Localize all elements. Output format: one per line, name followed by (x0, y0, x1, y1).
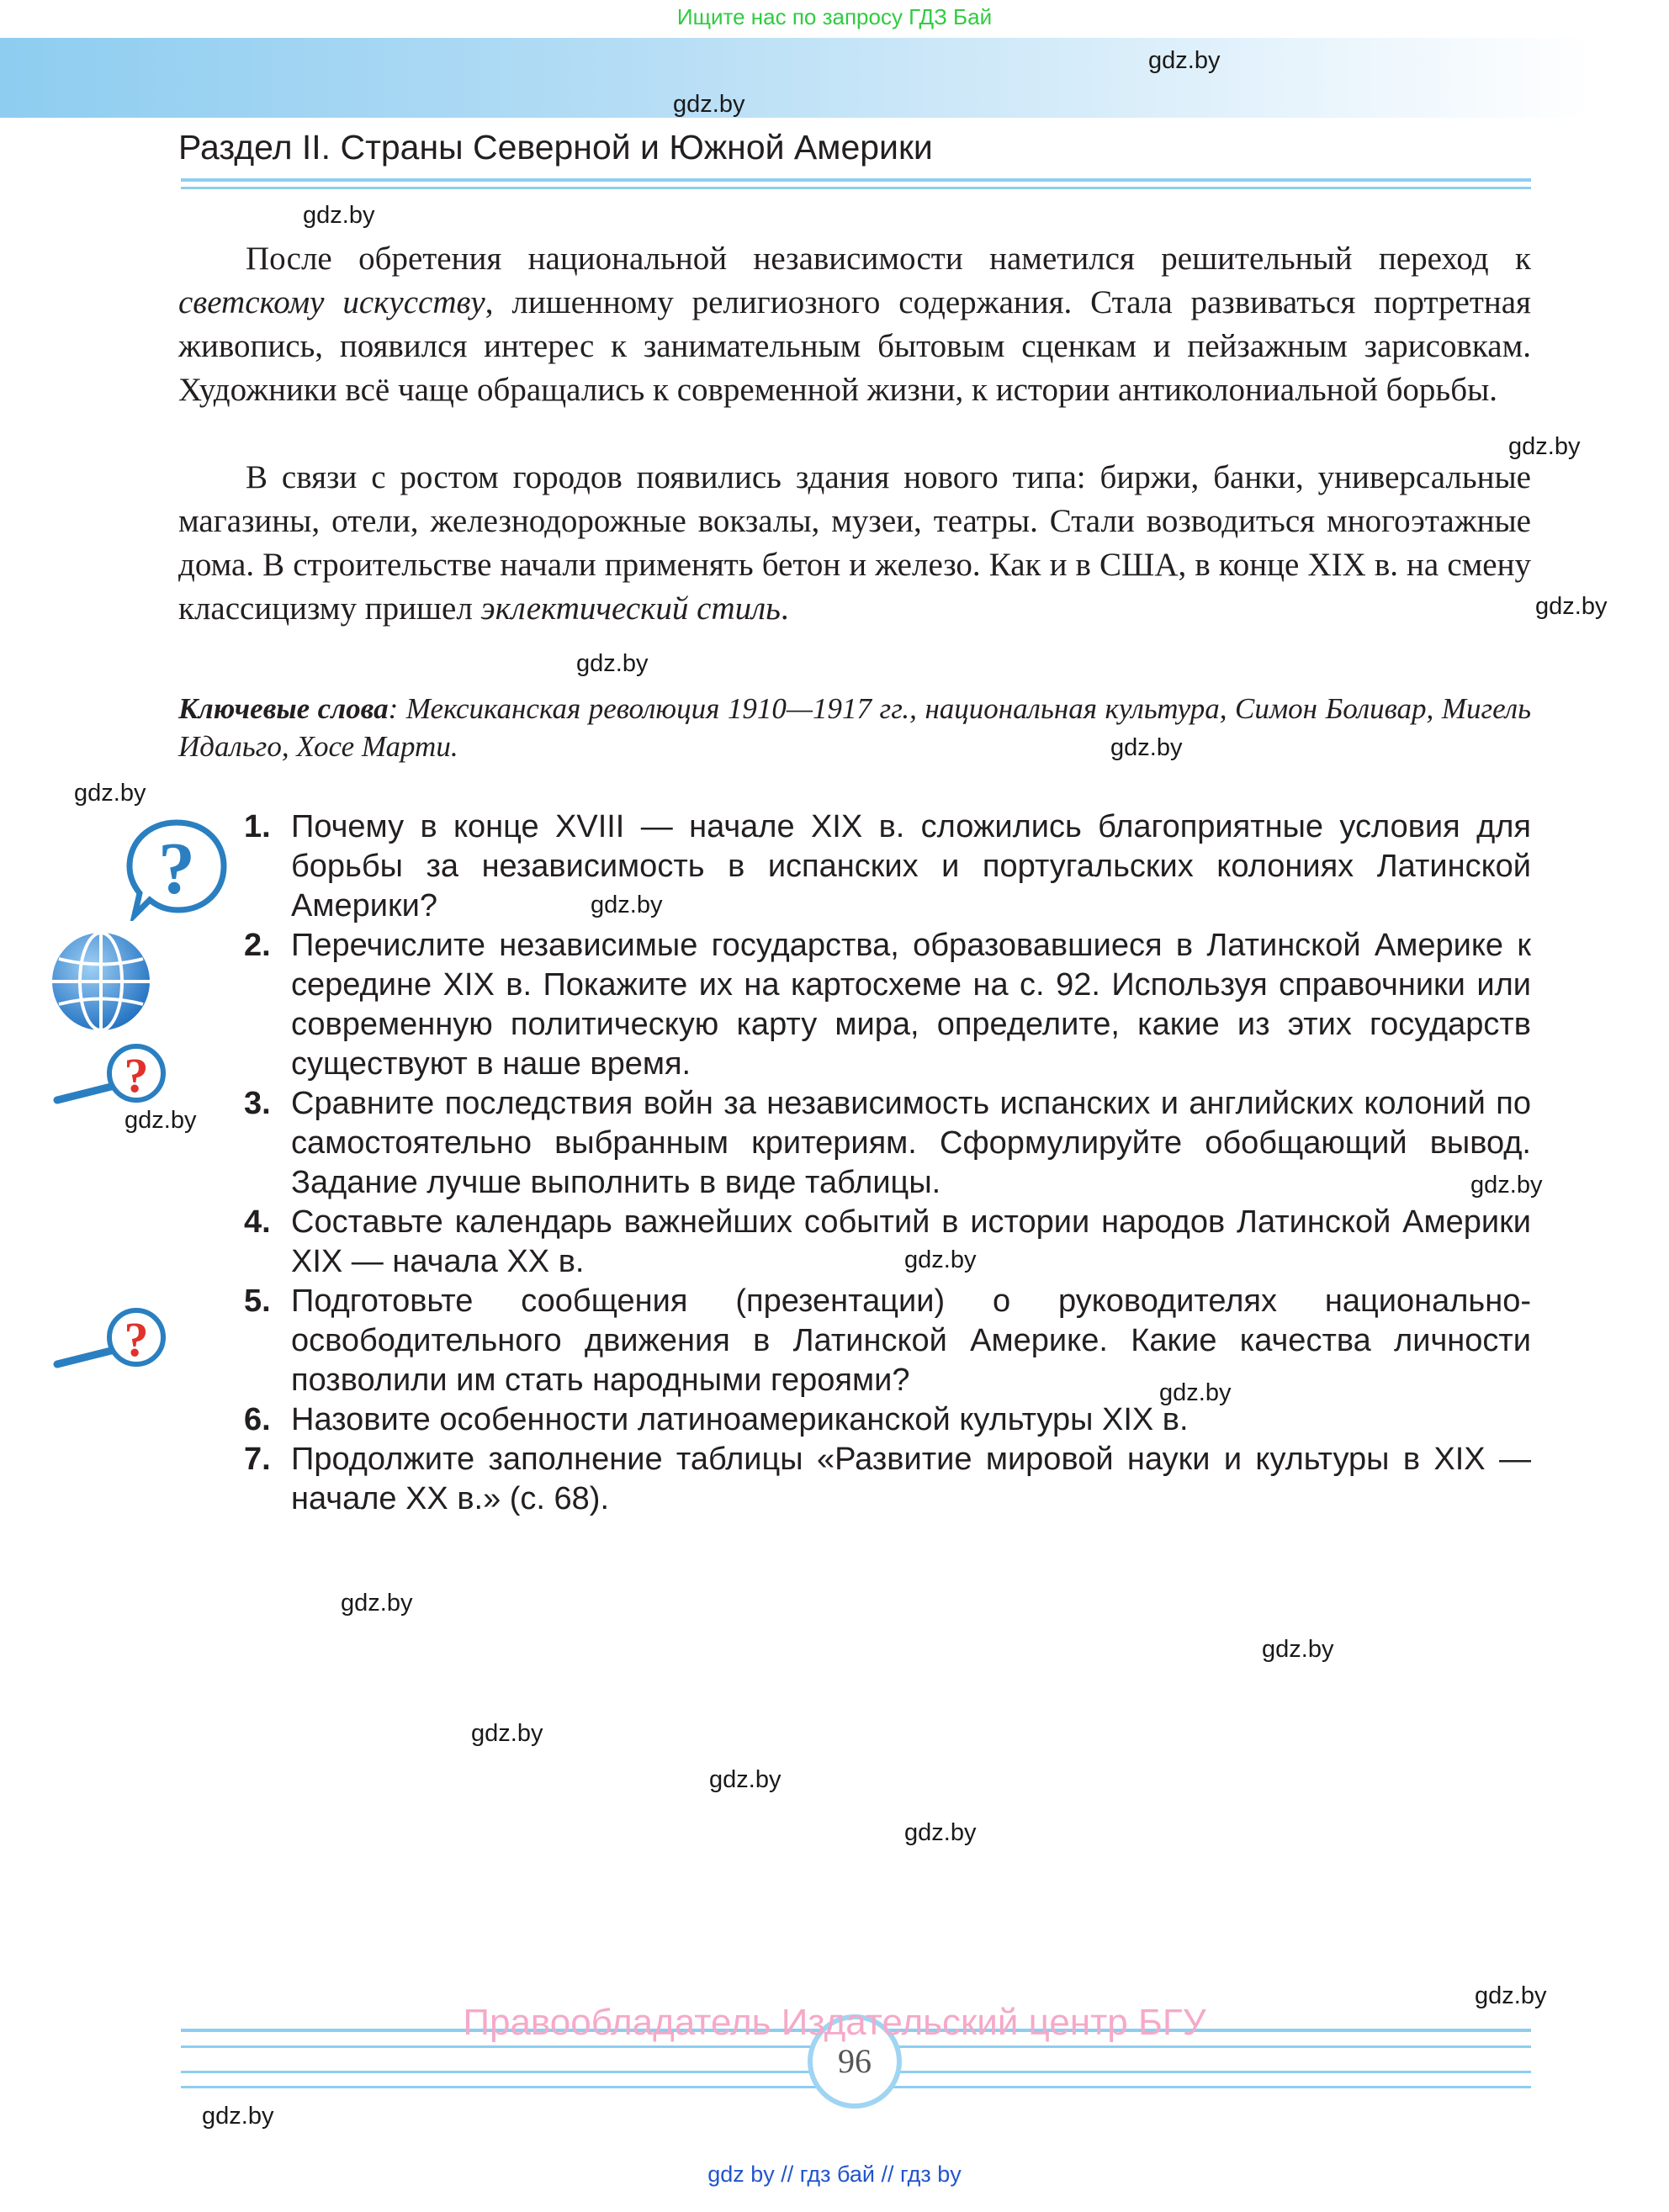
key-words-text: : Мексиканская революция 1910—1917 гг., национальная культура, Симон Боливар, Мигель Идальго, Хосе Марти. (178, 692, 1532, 763)
question-number: 4. (244, 1204, 271, 1240)
question-number: 5. (244, 1283, 271, 1319)
question-item (244, 1400, 1531, 1440)
key-words-label: Ключевые слова (178, 692, 389, 725)
svg-text:?: ? (124, 1048, 149, 1103)
svg-text:?: ? (158, 828, 195, 910)
question-number: 7. (244, 1442, 271, 1477)
watermark: gdz.by (1475, 1982, 1547, 2009)
magnifier-question-icon (50, 1041, 168, 1109)
question-text: Продолжите заполнение таблицы «Развитие мировой науки и культуры в XIX — начале XX в.» (с. 68). (291, 1442, 1531, 1516)
watermark: gdz.by (1110, 734, 1183, 761)
question-number: 6. (244, 1402, 271, 1437)
svg-text:?: ? (124, 1312, 149, 1367)
watermark: gdz.by (904, 1246, 977, 1273)
watermark: gdz.by (1159, 1379, 1232, 1406)
key-words (178, 690, 1531, 765)
watermark: gdz.by (1535, 593, 1608, 620)
page-number: 96 (808, 2014, 902, 2109)
paragraph-2-text: В связи с ростом городов появились здания нового типа: биржи, банки, универсальные магазины, отели, железнодорожные вокзалы, музеи, театры. Стали возводиться многоэтажные дома. В строительстве начали применять бетон и железо. Как и в США, в конце XIX в. на смену классицизму пришел (178, 459, 1531, 627)
watermark: gdz.by (1262, 1636, 1334, 1663)
watermark: gdz.by (576, 650, 649, 677)
question-text: Почему в конце XVIII — начале XIX в. сложились благоприятные условия для борьбы за независимость в испанских и португальских колониях Латинской Америки? (291, 809, 1531, 923)
question-bubble-icon (125, 816, 230, 921)
watermark: gdz.by (1148, 47, 1221, 74)
question-number: 2. (244, 928, 271, 963)
header-rule-2 (181, 187, 1531, 189)
paragraph-1-text-end: , лишенному религиозного содержания. Стала развиваться портретная живопись, появился интерес к занимательным бытовым сценкам и пейзажным зарисовкам. Художники всё чаще обращались к современной жизни, к истории антиколониальной борьбы. (178, 284, 1532, 408)
watermark: gdz.by (709, 1766, 782, 1793)
watermark: gdz.by (1508, 433, 1581, 460)
watermark: gdz.by (341, 1590, 413, 1617)
watermark: gdz.by (303, 202, 375, 229)
top-banner[interactable]: Ищите нас по запросу ГДЗ Бай (676, 4, 993, 29)
paragraph-1-text: После обретения национальной независимости наметился решительный переход к (246, 241, 1531, 277)
watermark: gdz.by (673, 91, 745, 118)
watermark: gdz.by (74, 780, 146, 807)
watermark: gdz.by (471, 1720, 543, 1747)
question-item (244, 926, 1531, 1084)
globe-icon (49, 929, 154, 1035)
watermark: gdz.by (125, 1107, 197, 1134)
copyright-notice: Правообладатель Издательский центр БГУ (463, 2002, 1206, 2043)
paragraph-1-emphasis: светскому искусству (178, 284, 485, 320)
paragraph-2-emphasis: эклектический стиль (480, 590, 781, 627)
paragraph-1 (178, 237, 1531, 412)
question-item (244, 807, 1531, 926)
question-text: Подготовьте сообщения (презентации) о руководителях национально-освободительного движения в Латинской Америке. Какие качества личности позволили им стать народными героями? (291, 1283, 1531, 1398)
header-rule (181, 178, 1531, 182)
header-band (0, 38, 1594, 118)
question-text: Назовите особенности латиноамериканской культуры XIX в. (291, 1402, 1189, 1437)
questions-list (244, 807, 1531, 1519)
paragraph-2 (178, 456, 1531, 631)
paragraph-2-text-end: . (780, 590, 789, 627)
question-text: Составьте календарь важнейших событий в истории народов Латинской Америки XIX — начала XX в. (291, 1204, 1531, 1279)
question-item (244, 1203, 1531, 1282)
question-text: Сравните последствия войн за независимость испанских и английских колоний по самостоятельно выбранным критериям. Сформулируйте обобщающий вывод. Задание лучше выполнить в виде таблицы. (291, 1086, 1531, 1200)
question-text: Перечислите независимые государства, образовавшиеся в Латинской Америке к середине XIX в. Покажите их на картосхеме на с. 92. Используя справочники или современную политическую карту мира, определите, какие из этих государств существуют в наше время. (291, 928, 1531, 1082)
watermark: gdz.by (904, 1819, 977, 1846)
watermark: gdz.by (1470, 1172, 1543, 1199)
question-number: 1. (244, 809, 271, 844)
question-item (244, 1440, 1531, 1519)
question-item (244, 1282, 1531, 1400)
magnifier-question-icon (50, 1305, 168, 1373)
watermark: gdz.by (591, 892, 663, 918)
watermark: gdz.by (202, 2103, 274, 2130)
footer-links[interactable]: gdz by // гдз бай // гдз by (707, 2162, 962, 2187)
section-title: Раздел II. Страны Северной и Южной Америки (178, 128, 933, 167)
question-item (244, 1084, 1531, 1203)
question-number: 3. (244, 1086, 271, 1121)
